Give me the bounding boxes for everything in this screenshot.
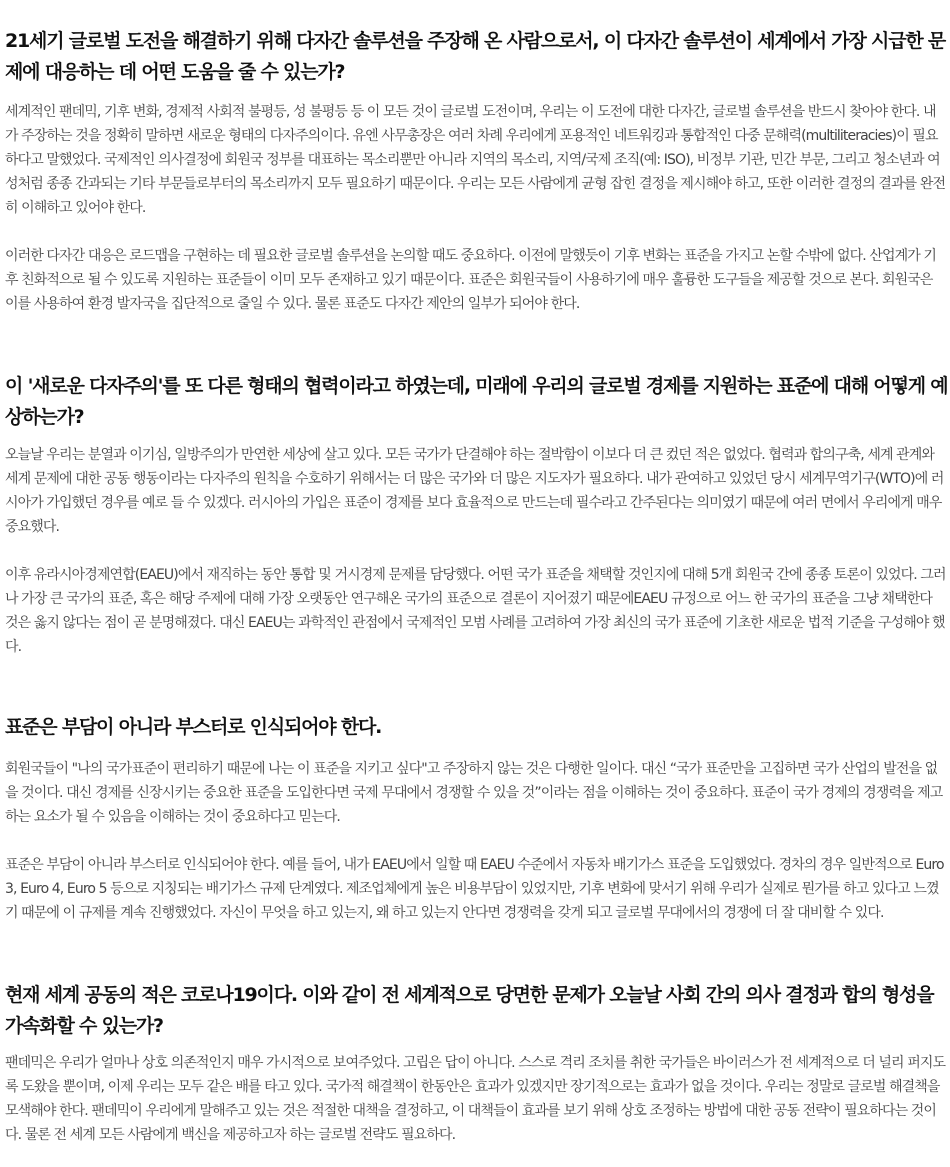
section-paragraph: 회원국들이 "나의 국가표준이 편리하기 때문에 나는 이 표준을 지키고 싶다"고 주장하지 않는 것은 다행한 일이다. 대신 “국가 표준만을 고집하면 국가 산업의 발전을 없을 것이다. 대신 경제를 신장시키는 중요한 표준을 도입한다면 국제 무대에서 경쟁할 수 있을 것”이라는 점을 이해하는 것이 중요하다. 표준이 국가 경제의 경쟁력을 제고하는 요소가 될 수 있음을 이해하는 것이 중요하다고 믿는다. [5,761,943,825]
section-paragraph: 이러한 다자간 대응은 로드맵을 구현하는 데 필요한 글로벌 솔루션을 논의할 때도 중요하다. 이전에 말했듯이 기후 변화는 표준을 가지고 논할 수밖에 없다. 산업계가 기후 친화적으로 될 수 있도록 지원하는 표준들이 이미 모두 존재하고 있기 때문이다. 표준은 회원국들이 사용하기에 매우 훌륭한 도구들을 제공할 것으로 본다. 회원국은 이를 사용하여 환경 발자국을 집단적으로 줄일 수 있다. 물론 표준도 다자간 제안의 일부가 되어야 한다. [5,248,937,312]
section-paragraph: 표준은 부담이 아니라 부스터로 인식되어야 한다. 예를 들어, 내가 EAEU에서 일할 때 EAEU 수준에서 자동차 배기가스 표준을 도입했었다. 경차의 경우 일반적으로 Euro 3, Euro 4, Euro 5 등으로 지칭되는 배기가스 규제 단계였다. 제조업체에게 높은 비용부담이 있었지만, 기후 변화에 맞서기 위해 우리가 실제로 뭔가를 하고 있다고 느꼈기 때문에 이 규제를 계속 진행했었다. 자신이 무엇을 하고 있는지, 왜 하고 있는지 안다면 경쟁력을 갖게 되고 글로벌 무대에서의 경쟁에 더 잘 대비할 수 있다. [5,857,944,921]
section-heading: 21세기 글로벌 도전을 해결하기 위해 다자간 솔루션을 주장해 온 사람으로서, 이 다자간 솔루션이 세계에서 가장 시급한 문제에 대응하는 데 어떤 도움을 줄 수 있는가? [5,30,946,83]
section-paragraph: 세계적인 팬데믹, 기후 변화, 경제적 사회적 불평등, 성 불평등 등 이 모든 것이 글로벌 도전이며, 우리는 이 도전에 대한 다자간, 글로벌 솔루션을 반드시 찾아야 한다. 내가 주장하는 것을 정확히 말하면 새로운 형태의 다자주의이다. 유엔 사무총장은 여러 차례 우리에게 포용적인 네트워킹과 통합적인 다중 문해력(multiliteracies)이 필요하다고 말했었다. 국제적인 의사결정에 회원국 정부를 대표하는 목소리뿐만 아니라 지역의 목소리, 지역/국제 조직(예: ISO), 비정부 기관, 민간 부문, 그리고 청소년과 여성처럼 종종 간과되는 기타 부문들로부터의 목소리까지 모두 필요하기 때문이다. 우리는 모든 사람에게 균형 잡힌 결정을 제시해야 하고, 또한 이러한 결정의 결과를 완전히 이해하고 있어야 한다. [5,104,946,216]
article-section-covid19 [5,925,948,1147]
section-heading: 이 '새로운 다자주의'를 또 다른 형태의 협력이라고 하였는데, 미래에 우리의 글로벌 경제를 지원하는 표준에 대해 어떻게 예상하는가? [5,375,948,428]
article-section-multilateral-solutions [5,0,948,316]
section-heading: 표준은 부담이 아니라 부스터로 인식되어야 한다. [5,716,382,738]
section-heading: 현재 세계 공동의 적은 코로나19이다. 이와 같이 전 세계적으로 당면한 문제가 오늘날 사회 간의 의사 결정과 합의 형성을 가속화할 수 있는가? [5,984,934,1037]
article-section-new-multilateralism [5,316,948,659]
section-paragraph: 오늘날 우리는 분열과 이기심, 일방주의가 만연한 세상에 살고 있다. 모든 국가가 단결해야 하는 절박함이 이보다 더 큰 컸던 적은 없었다. 협력과 합의구축, 세계 관계와 세계 문제에 대한 공동 행동이라는 다자주의 원칙을 수호하기 위해서는 더 많은 국가와 더 많은 지도자가 필요하다. 내가 관여하고 있었던 당시 세계무역기구(WTO)에 러시아가 가입했던 경우를 예로 들 수 있겠다. 러시아의 가입은 표준이 경제를 보다 효율적으로 만드는데 필수라고 간주된다는 의미였기 때문에 여러 면에서 우리에게 매우 중요했다. [5,447,944,535]
article-section-standards-as-booster [5,659,948,925]
section-paragraph: 이후 유라시아경제연합(EAEU)에서 재직하는 동안 통합 및 거시경제 문제를 담당했다. 어떤 국가 표준을 채택할 것인지에 대해 5개 회원국 간에 종종 토론이 있었다. 그러나 가장 큰 국가의 표준, 혹은 해당 주제에 대해 가장 오랫동안 연구해온 국가의 표준으로 결론이 지어졌기 때문에EAEU 규정으로 어느 한 국가의 표준을 그냥 채택한다 것은 옳지 않다는 점이 곧 분명해졌다. 대신 EAEU는 과학적인 관점에서 국제적인 모범 사례를 고려하여 가장 최신의 국가 표준에 기초한 새로운 법적 기준을 구성해야 했다. [5,567,946,655]
section-paragraph: 팬데믹은 우리가 얼마나 상호 의존적인지 매우 가시적으로 보여주었다. 고립은 답이 아니다. 스스로 격리 조치를 취한 국가들은 바이러스가 전 세계적으로 더 널리 퍼지도록 도왔을 뿐이며, 이제 우리는 모두 같은 배를 타고 있다. 국가적 해결책이 한동안은 효과가 있겠지만 장기적으로는 효과가 없을 것이다. 우리는 정말로 글로벌 해결책을 모색해야 한다. 팬데믹이 우리에게 말해주고 있는 것은 적절한 대책을 결정하고, 이 대책들이 효과를 보기 위해 상호 조정하는 방법에 대한 공동 전략이 필요하다는 것이다. 물론 전 세계 모든 사람에게 백신을 제공하고자 하는 글로벌 전략도 필요하다. [5,1055,946,1143]
